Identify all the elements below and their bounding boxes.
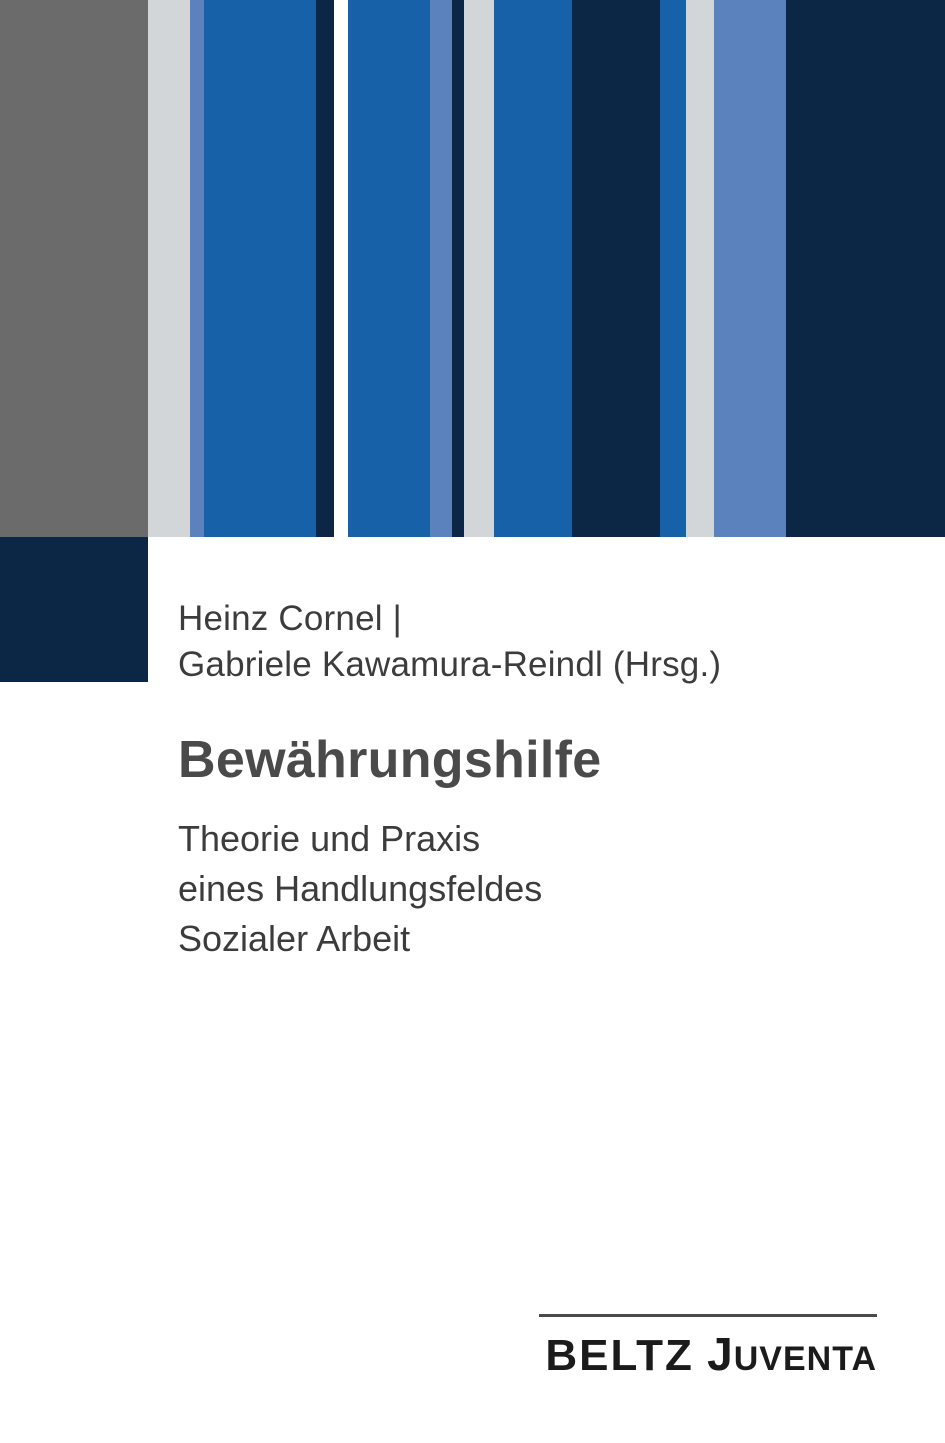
stripe (148, 0, 190, 537)
stripe (714, 0, 786, 537)
stripe (494, 0, 572, 537)
cover-artwork (0, 0, 945, 537)
stripe (334, 0, 348, 537)
stripe (572, 0, 660, 537)
stripe (430, 0, 452, 537)
stripe (204, 0, 316, 537)
book-subtitle-line-1: Theorie und Praxis (178, 818, 481, 859)
book-subtitle-line-3: Sozialer Arbeit (178, 918, 411, 959)
stripe (316, 0, 334, 537)
book-title: Bewährungshilfe (178, 731, 602, 789)
stripe (660, 0, 686, 537)
stripe (452, 0, 464, 537)
publisher-logo (539, 1314, 877, 1381)
book-subtitle-line-2: eines Handlungsfeldes (178, 868, 543, 909)
publisher-name (539, 1327, 877, 1381)
stripe (0, 0, 148, 537)
publisher-name-beltz: BELTZ (545, 1331, 694, 1380)
stripe (464, 0, 494, 537)
cover-text-block (178, 596, 878, 964)
stripe (348, 0, 430, 537)
stripe (686, 0, 714, 537)
stripe (190, 0, 204, 537)
editors-line-2: Gabriele Kawamura-Reindl (Hrsg.) (178, 645, 722, 684)
publisher-rule (539, 1314, 877, 1317)
editors-line-1: Heinz Cornel | (178, 599, 402, 638)
stripe (786, 0, 945, 537)
publisher-name-juventa-rest: UVENTA (733, 1340, 877, 1378)
navy-accent-block (0, 537, 148, 682)
publisher-name-juventa-initial: J (707, 1328, 734, 1380)
